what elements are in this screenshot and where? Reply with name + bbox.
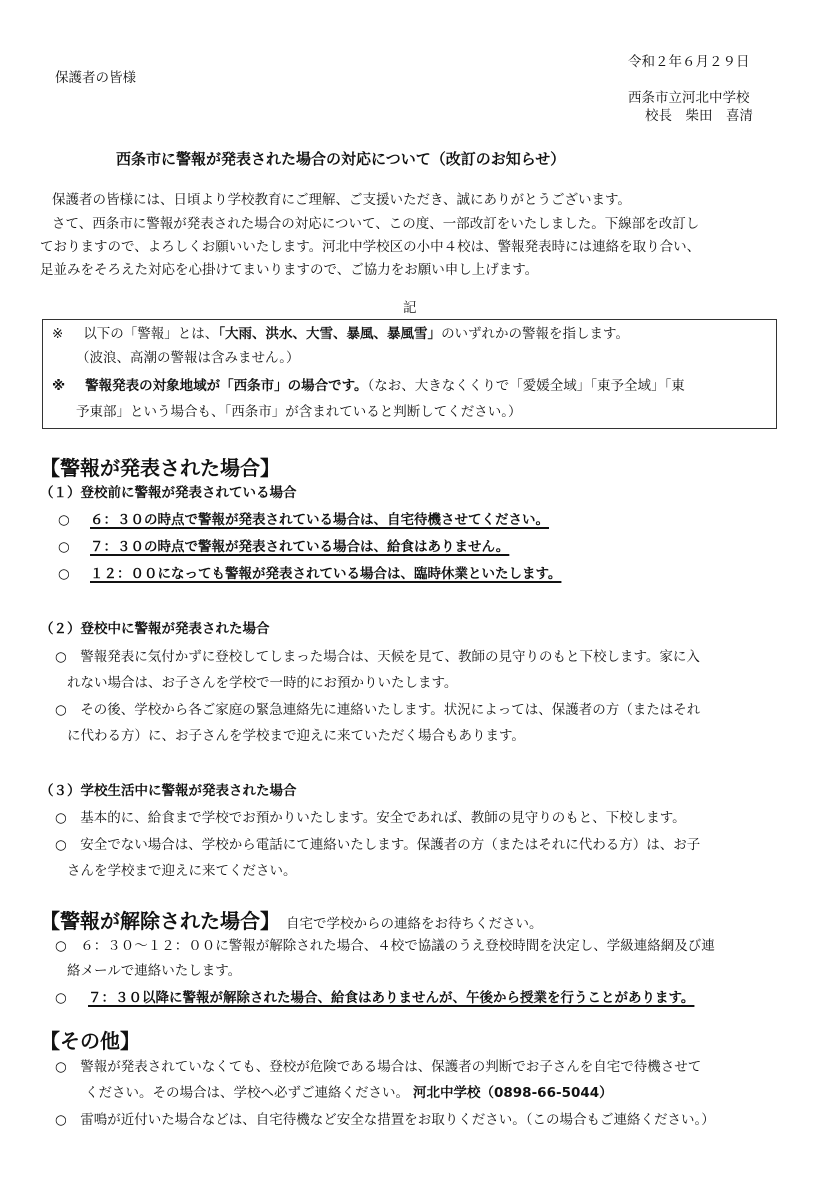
ki-marker: 記 [403, 300, 417, 316]
intro-line-2: さて、西条市に警報が発表された場合の対応について、この度、一部改訂をいたしました。下線部を改訂し [52, 216, 700, 232]
school-contact-phone: 河北中学校（0898-66-5044） [413, 1085, 613, 1101]
bullet: ○ [58, 539, 70, 555]
section-heading-other: 【その他】 [40, 1029, 140, 1053]
lifted-item-1a: ○ ６：３０～１２：００に警報が解除された場合、４校で協議のうえ登校時間を決定し、学級連絡網及び連 [55, 938, 715, 954]
recipient: 保護者の皆様 [55, 70, 136, 86]
intro-line-3: ておりますので、よろしくお願いいたします。河北中学校区の小中４校は、警報発表時には連絡を取り合い、 [40, 239, 701, 255]
other-item-2: ○ 雷鳴が近付いた場合などは、自宅待機など安全な措置をお取りください。（この場合もご連絡ください。） [55, 1112, 715, 1128]
bullet: ○ [58, 512, 70, 528]
section-heading-issued: 【警報が発表された場合】 [40, 456, 280, 480]
notice-line-3: 予東部」という場合も、「西条市」が含まれていると判断してください。） [76, 404, 522, 420]
lifted-item-1b: 絡メールで連絡いたします。 [67, 963, 242, 979]
sub2-item-2a: ○ その後、学校から各ご家庭の緊急連絡先に連絡いたします。状況によっては、保護者の方（またはそれ [55, 702, 701, 718]
bullet: ○ [55, 990, 67, 1006]
subsection-title-2: （２）登校中に警報が発表された場合 [40, 621, 270, 637]
sub3-item-2b: さんを学校まで迎えに来てください。 [67, 863, 297, 879]
bullet: ○ [58, 566, 70, 582]
intro-line-4: 足並みをそろえた対応を心掛けてまいりますので、ご協力をお願い申し上げます。 [40, 262, 539, 278]
document-date: 令和２年６月２９日 [628, 54, 750, 70]
sub2-item-1b: れない場合は、お子さんを学校で一時的にお預かりいたします。 [67, 675, 458, 691]
sub3-item-2a: ○ 安全でない場合は、学校から電話にて連絡いたします。保護者の方（またはそれに代わる方）は、お子 [55, 837, 701, 853]
section-lifted-note: 自宅で学校からの連絡をお待ちください。 [286, 916, 543, 932]
sub2-item-1a: ○ 警報発表に気付かずに登校してしまった場合は、天候を見て、教師の見守りのもと下校します。家に入 [55, 649, 700, 665]
notice-excluded: （波浪、高潮の警報は含みません。） [76, 350, 300, 366]
rule-1200: １２：００になっても警報が発表されている場合は、臨時休業といたします。 [90, 566, 562, 582]
sub2-item-2b: に代わる方）に、お子さんを学校まで迎えに来ていただく場合もあります。 [67, 728, 525, 744]
document-title: 西条市に警報が発表された場合の対応について（改訂のお知らせ） [116, 150, 566, 168]
other-item-1b-text: ください。その場合は、学校へ必ずご連絡ください。 [85, 1085, 409, 1101]
notice-mark-1: ※ [52, 326, 64, 342]
rule-0730: ７：３０の時点で警報が発表されている場合は、給食はありません。 [90, 539, 510, 555]
principal-name: 校長 柴田 喜清 [645, 108, 753, 124]
other-item-1b [85, 1081, 613, 1105]
rule-0630: ６：３０の時点で警報が発表されている場合は、自宅待機させてください。 [90, 512, 549, 528]
school-name: 西条市立河北中学校 [628, 90, 750, 106]
subsection-title-3: （３）学校生活中に警報が発表された場合 [40, 783, 297, 799]
notice-line-2 [52, 374, 685, 398]
notice-text-1c: のいずれかの警報を指します。 [441, 326, 629, 342]
intro-line-1: 保護者の皆様には、日頃より学校教育にご理解、ご支援いただき、誠にありがとうございます。 [52, 192, 631, 208]
notice-target-area: 警報発表の対象地域が「西条市」の場合です。 [85, 378, 368, 394]
subsection-title-1: （１）登校前に警報が発表されている場合 [40, 485, 297, 501]
lifted-rule-0730: ７：３０以降に警報が解除された場合、給食はありませんが、午後から授業を行うことがあります。 [88, 990, 695, 1006]
notice-text-1a: 以下の「警報」とは、 [83, 326, 219, 342]
notice-line-1 [52, 322, 629, 346]
section-heading-lifted: 【警報が解除された場合】 [40, 909, 280, 933]
other-item-1a: ○ 警報が発表されていなくても、登校が危険である場合は、保護者の判断でお子さんを自宅で待機させて [55, 1059, 702, 1075]
notice-text-2b: （なお、大きなくくりで「愛媛全域」「東予全域」「東 [367, 378, 685, 394]
notice-mark-2: ※ [52, 378, 66, 394]
section-heading-lifted-row [40, 905, 543, 934]
sub3-item-1: ○ 基本的に、給食まで学校でお預かりいたします。安全であれば、教師の見守りのもと、下校します。 [55, 810, 686, 826]
warning-types: 「大雨、洪水、大雪、暴風、暴風雪」 [218, 326, 442, 342]
